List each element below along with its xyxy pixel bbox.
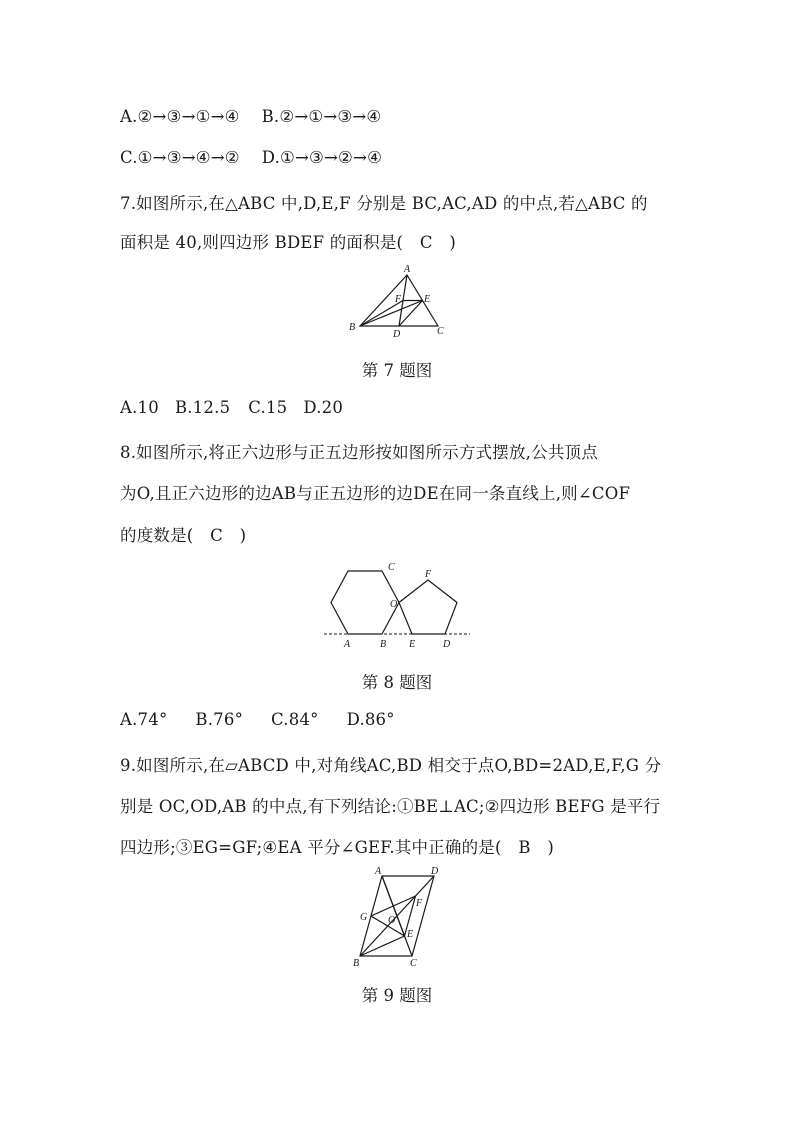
q9-label-d: D xyxy=(431,866,439,877)
q7-label-d: D xyxy=(393,329,401,340)
q8-pentagon xyxy=(399,580,457,634)
q7-label-c: C xyxy=(437,326,444,337)
q8-label-d: D xyxy=(443,639,451,650)
q7-stem-line-2: 面积是 40,则四边形 BDEF 的面积是( C ) xyxy=(120,233,457,252)
q9-label-c: C xyxy=(410,958,417,969)
q6-options-row-1 xyxy=(120,107,381,126)
q8-stem-line-1: 8.如图所示,将正六边形与正五边形按如图所示方式摆放,公共顶点 xyxy=(120,443,598,462)
q9-label-e: E xyxy=(407,929,414,940)
q8-hexagon xyxy=(331,571,399,634)
q8-label-f: F xyxy=(425,569,432,580)
q7-stem-line-1: 7.如图所示,在△ABC 中,D,E,F 分别是 BC,AC,AD 的中点,若△ABC 的 xyxy=(120,194,648,213)
q8-caption: 第 8 题图 xyxy=(361,673,433,692)
q7-option-b: B.12.5 xyxy=(174,398,231,417)
q6-option-b: B.②→①→③→④ xyxy=(261,107,382,126)
q9-label-o: O xyxy=(388,915,396,926)
q9-segment-be xyxy=(360,936,405,956)
q8-option-b: B.76° xyxy=(195,710,244,729)
q7-segment-be xyxy=(360,301,423,327)
q8-label-e: E xyxy=(409,639,416,650)
q8-label-b: B xyxy=(380,639,387,650)
q7-label-e: E xyxy=(424,294,431,305)
q9-label-f: F xyxy=(416,898,423,909)
q9-label-g: G xyxy=(360,912,368,923)
q9-label-a: A xyxy=(375,866,382,877)
q8-label-c: C xyxy=(388,562,395,573)
q9-figure xyxy=(345,864,455,974)
q8-figure xyxy=(320,560,480,655)
q9-stem-line-3: 四边形;③EG=GF;④EA 平分∠GEF.其中正确的是( B ) xyxy=(120,838,554,857)
q9-segment-ae xyxy=(382,876,405,936)
q8-option-d: D.86° xyxy=(346,710,395,729)
q8-label-a: A xyxy=(344,639,351,650)
q7-label-a: A xyxy=(404,264,411,275)
q9-stem-line-1: 9.如图所示,在▱ABCD 中,对角线AC,BD 相交于点O,BD=2AD,E,F,G 分 xyxy=(120,756,662,775)
q6-option-d: D.①→③→②→④ xyxy=(261,148,383,167)
q7-options xyxy=(120,398,343,417)
q7-option-a: A.10 xyxy=(120,398,159,417)
q7-label-b: B xyxy=(349,322,356,333)
q8-stem-line-2: 为O,且正六边形的边AB与正五边形的边DE在同一条直线上,则∠COF xyxy=(120,484,631,503)
q9-stem-line-2: 别是 OC,OD,AB 的中点,有下列结论:①BE⊥AC;②四边形 BEFG 是平行 xyxy=(120,797,661,816)
q8-option-c: C.84° xyxy=(271,710,319,729)
q7-figure xyxy=(340,262,460,342)
q8-label-o: O xyxy=(390,599,398,610)
q6-option-a: A.②→③→①→④ xyxy=(120,107,240,126)
q6-option-c: C.①→③→④→② xyxy=(120,148,240,167)
q8-option-a: A.74° xyxy=(120,710,168,729)
q6-options-row-2 xyxy=(120,148,382,167)
q7-label-f: F xyxy=(395,294,402,305)
q8-options xyxy=(120,710,395,729)
q9-label-b: B xyxy=(353,958,360,969)
q7-caption: 第 7 题图 xyxy=(361,361,433,380)
q7-option-d: D.20 xyxy=(303,398,344,417)
q8-stem-line-3: 的度数是( C ) xyxy=(120,526,247,545)
q7-option-c: C.15 xyxy=(248,398,288,417)
q9-caption: 第 9 题图 xyxy=(361,986,433,1005)
